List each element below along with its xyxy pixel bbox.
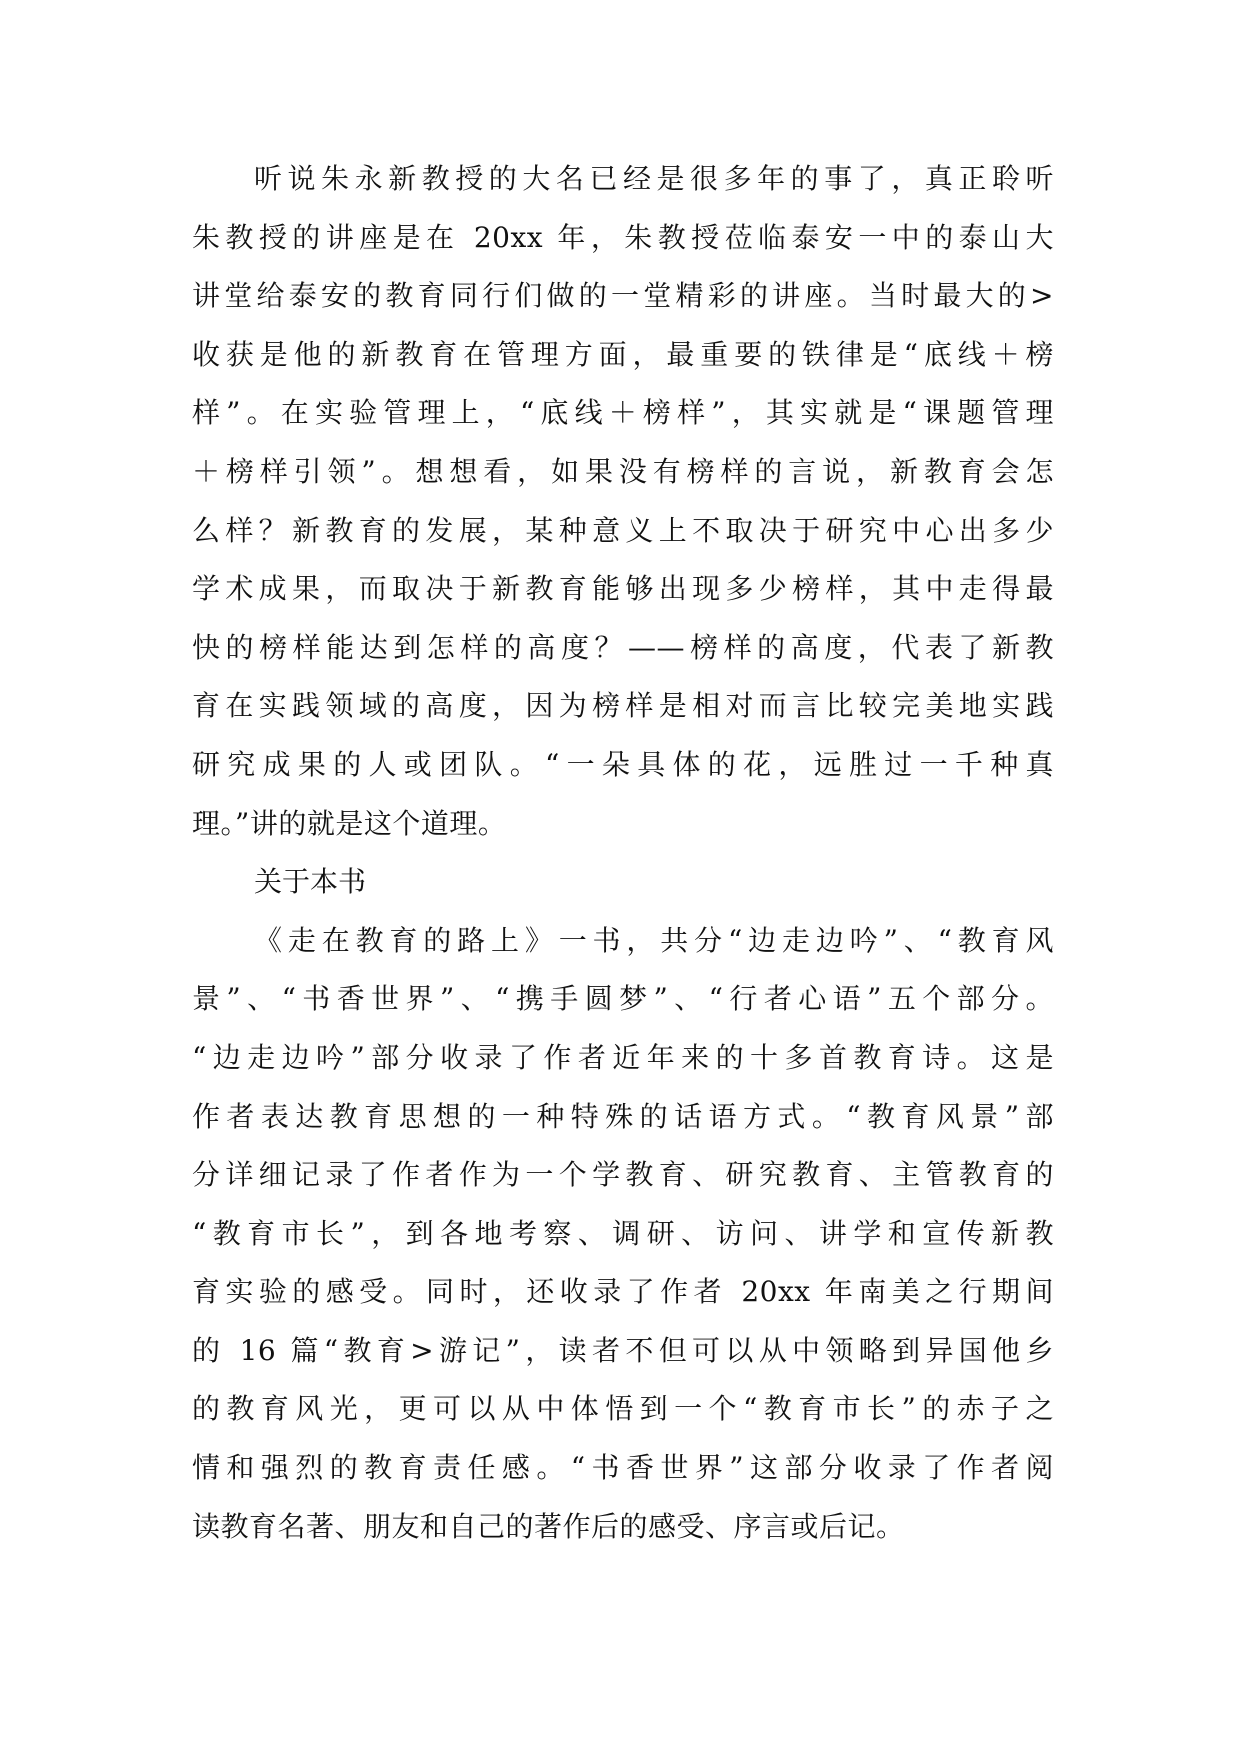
paragraph-line: 讲堂给泰安的教育同行们做的一堂精彩的讲座。当时最大的> (192, 279, 1054, 313)
paragraph-line: 的教育风光，更可以从中体悟到一个“教育市长”的赤子之 (192, 1392, 1054, 1426)
document-body (192, 150, 1054, 1556)
paragraph-line: 作者表达教育思想的一种特殊的话语方式。“教育风景”部 (192, 1099, 1054, 1133)
paragraph-1 (192, 150, 1054, 853)
paragraph-line: “教育市长”，到各地考察、调研、访问、讲学和宣传新教 (192, 1216, 1054, 1250)
paragraph-line: 理。”讲的就是这个道理。 (192, 806, 507, 840)
paragraph-line: 育实验的感受。同时，还收录了作者 20xx 年南美之行期间 (192, 1275, 1054, 1309)
paragraph-line: 快的榜样能达到怎样的高度？——榜样的高度，代表了新教 (192, 630, 1054, 664)
paragraph-line: 样”。在实验管理上，“底线＋榜样”，其实就是“课题管理 (192, 396, 1054, 430)
paragraph-line: 学术成果，而取决于新教育能够出现多少榜样，其中走得最 (192, 572, 1054, 606)
paragraph-2 (192, 912, 1054, 1557)
section-heading: 关于本书 (254, 865, 367, 899)
paragraph-line: 朱教授的讲座是在 20xx 年，朱教授莅临泰安一中的泰山大 (192, 220, 1054, 254)
paragraph-line: ＋榜样引领”。想想看，如果没有榜样的言说，新教育会怎 (192, 454, 1054, 488)
paragraph-line: 育在实践领域的高度，因为榜样是相对而言比较完美地实践 (192, 689, 1054, 723)
paragraph-line: 情和强烈的教育责任感。“书香世界”这部分收录了作者阅 (192, 1451, 1054, 1485)
paragraph-line: 分详细记录了作者作为一个学教育、研究教育、主管教育的 (192, 1158, 1054, 1192)
paragraph-line: 景”、“书香世界”、“携手圆梦”、“行者心语”五个部分。 (192, 982, 1054, 1016)
paragraph-line: 听说朱永新教授的大名已经是很多年的事了，真正聆听 (254, 162, 1054, 195)
paragraph-line: 研究成果的人或团队。“一朵具体的花，远胜过一千种真 (192, 747, 1054, 781)
paragraph-line: 收获是他的新教育在管理方面，最重要的铁律是“底线＋榜 (192, 337, 1054, 371)
paragraph-line: 《走在教育的路上》一书，共分“边走边吟”、“教育风 (254, 923, 1054, 957)
paragraph-line: 的 16 篇“教育>游记”，读者不但可以从中领略到异国他乡 (192, 1333, 1054, 1367)
paragraph-line: 读教育名著、朋友和自己的著作后的感受、序言或后记。 (192, 1509, 905, 1543)
paragraph-line: “边走边吟”部分收录了作者近年来的十多首教育诗。这是 (192, 1040, 1054, 1074)
paragraph-line: 么样？新教育的发展，某种意义上不取决于研究中心出多少 (192, 513, 1054, 547)
